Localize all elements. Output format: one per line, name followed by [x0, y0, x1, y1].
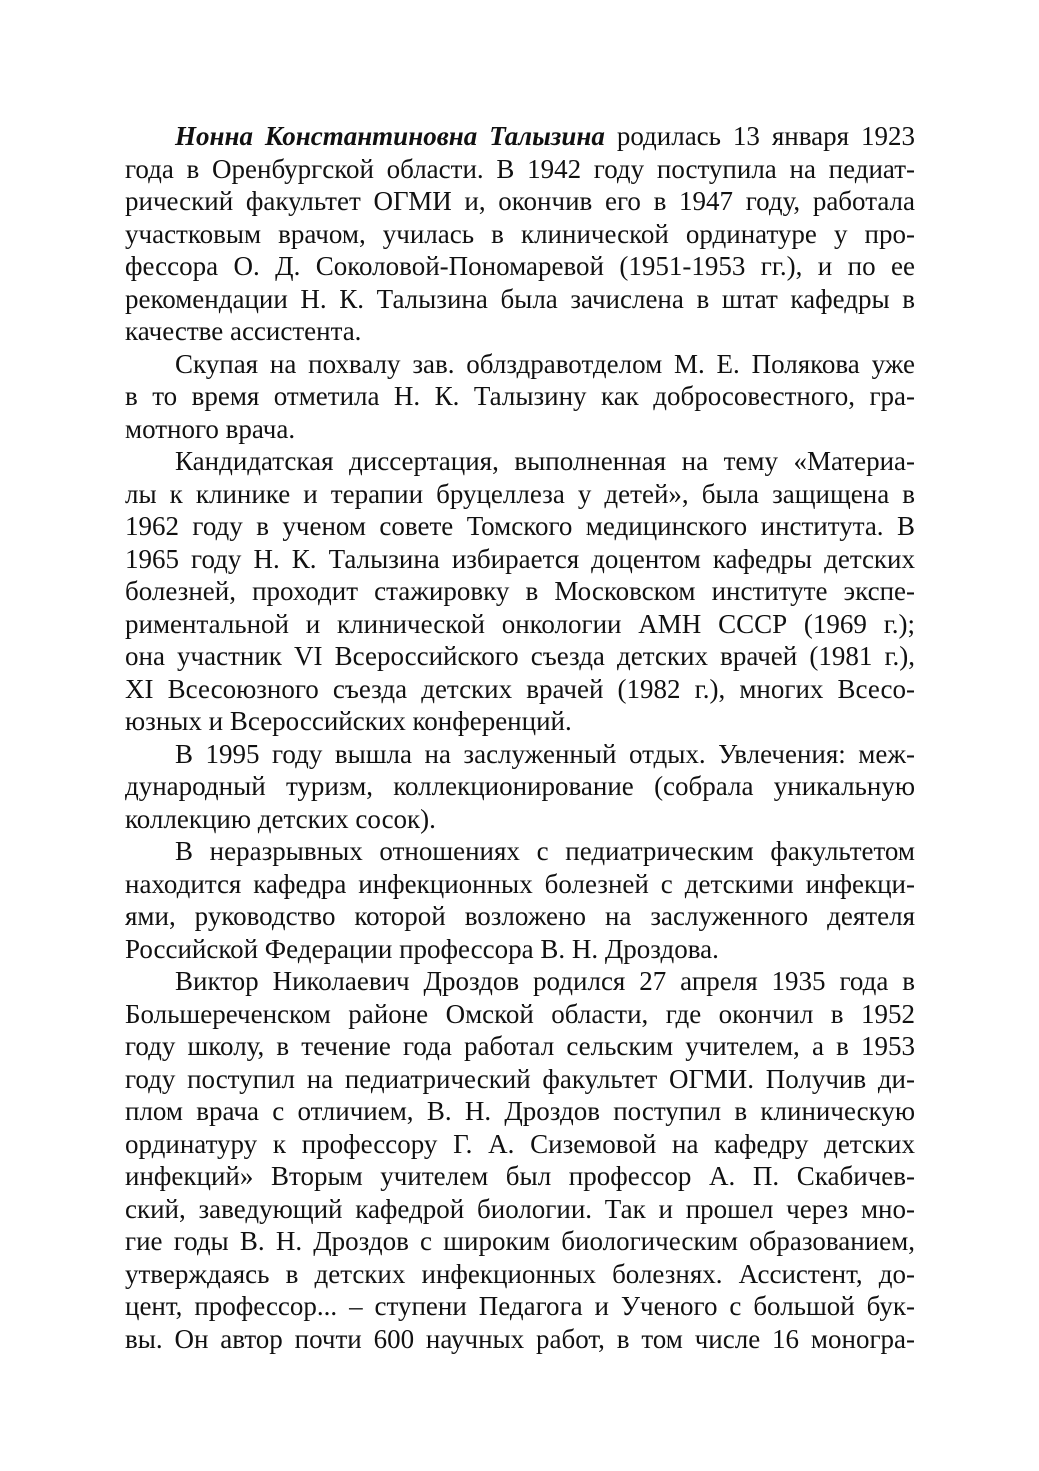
- text-line: ями, руководство которой возложено на заслуженного деятеля: [125, 901, 915, 931]
- text-line: XI Всесоюзного съезда детских врачей (1982 г.), многих Всесо-: [125, 673, 915, 704]
- text-line: качестве ассистента.: [125, 316, 362, 346]
- text-line: коллекцию детских сосок).: [125, 803, 436, 834]
- text-line: она участник VI Всероссийского съезда детских врачей (1981 г.),: [125, 641, 915, 671]
- text-line: Российской Федерации профессора В. Н. Дроздова.: [125, 933, 719, 964]
- text-line: плом врача с отличием, В. Н. Дроздов поступил в клиническую: [125, 1096, 915, 1126]
- text-line: Нонна Константиновна Талызина родилась 13 января 1923: [175, 121, 916, 151]
- text-line: ский, заведующий кафедрой биологии. Так и прошел через мно-: [125, 1193, 915, 1224]
- text-line: риментальной и клинической онкологии АМН СССР (1969 г.);: [125, 608, 915, 639]
- text-line: рический факультет ОГМИ и, окончив его в 1947 году, работала: [125, 186, 915, 216]
- person-name-talyzina: Нонна Константиновна Талызина: [175, 121, 605, 151]
- text-line: инфекций» Вторым учителем был профессор А. П. Скабичев-: [125, 1161, 915, 1191]
- paragraph-drozdov-bio: [125, 965, 915, 1355]
- text-line: в то время отметила Н. К. Талызину как добросовестного, гра-: [125, 381, 915, 411]
- text-line: цент, профессор... – ступени Педагога и Ученого с большой бук-: [125, 1291, 915, 1321]
- paragraph-praise: [125, 348, 915, 446]
- paragraph-infectious-department: [125, 835, 915, 965]
- text-line: гие годы В. Н. Дроздов с широким биологическим образованием,: [125, 1226, 915, 1256]
- text-line: находится кафедра инфекционных болезней с детскими инфекци-: [125, 868, 915, 899]
- text-line: Виктор Николаевич Дроздов родился 27 апреля 1935 года в: [175, 966, 915, 996]
- text-line: вы. Он автор почти 600 научных работ, в том числе 16 моногра-: [125, 1323, 915, 1354]
- text-line: дународный туризм, коллекционирование (собрала уникальную: [125, 771, 915, 801]
- text-line: мотного врача.: [125, 413, 296, 444]
- text-line: В 1995 году вышла на заслуженный отдых. Увлечения: меж-: [175, 738, 915, 769]
- text-line: Большереченском районе Омской области, где окончил в 1952: [125, 998, 915, 1029]
- text-line: В неразрывных отношениях с педиатрическим факультетом: [175, 836, 915, 866]
- text-line: года в Оренбургской области. В 1942 году поступила на педиат-: [125, 153, 915, 184]
- paragraph-dissertation: [125, 445, 915, 738]
- text-line: Кандидатская диссертация, выполненная на тему «Материа-: [175, 446, 915, 476]
- text-line: году поступил на педиатрический факультет ОГМИ. Получив ди-: [125, 1063, 915, 1094]
- text-line: участковым врачом, училась в клинической ординатуре у про-: [125, 218, 915, 249]
- text-line: рекомендации Н. К. Талызина была зачислена в штат кафедры в: [125, 283, 915, 314]
- paragraph-retirement: [125, 738, 915, 836]
- document-page: [125, 120, 915, 1355]
- text-line: болезней, проходит стажировку в Московском институте экспе-: [125, 576, 915, 606]
- text-line: юзных и Всероссийских конференций.: [125, 706, 572, 736]
- paragraph-talyzina-bio: [125, 120, 915, 348]
- text-line: лы к клинике и терапии бруцеллеза у детей», была защищена в: [125, 478, 915, 509]
- text-line: утверждаясь в детских инфекционных болезнях. Ассистент, до-: [125, 1258, 915, 1289]
- text-line: году школу, в течение года работал сельским учителем, а в 1953: [125, 1031, 915, 1061]
- text-line: 1965 году Н. К. Талызина избирается доцентом кафедры детских: [125, 543, 915, 574]
- text-line: ординатуру к профессору Г. А. Сиземовой на кафедру детских: [125, 1128, 915, 1159]
- text-line: Скупая на похвалу зав. облздравотделом М. Е. Полякова уже: [175, 348, 915, 379]
- text-line: 1962 году в ученом совете Томского медицинского института. В: [125, 511, 915, 541]
- text-line: фессора О. Д. Соколовой-Пономаревой (1951-1953 гг.), и по ее: [125, 251, 915, 281]
